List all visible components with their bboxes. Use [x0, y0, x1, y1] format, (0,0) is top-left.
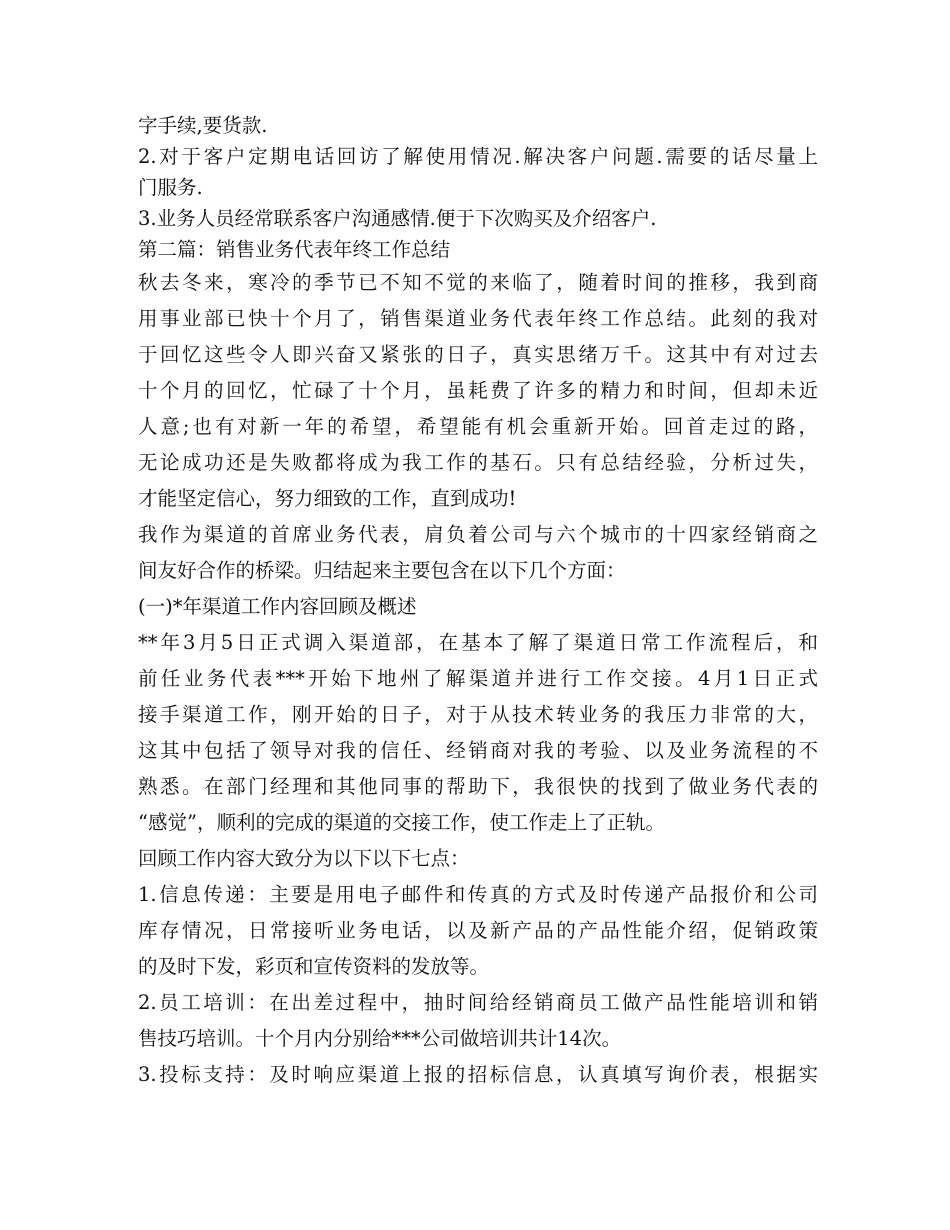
text-block	[138, 110, 818, 265]
text-line: 才能坚定信心，努力细致的工作，直到成功!	[138, 487, 517, 510]
text-line: 十个月的回忆，忙碌了十个月，虽耗费了许多的精力和时间，但却未近	[138, 379, 818, 402]
text-line: 第二篇：销售业务代表年终工作总结	[138, 238, 451, 261]
text-line: 人意;也有对新一年的希望，希望能有机会重新开始。回首走过的路，	[138, 415, 818, 438]
text-line: 秋去冬来，寒冷的季节已不知不觉的来临了，随着时间的推移，我到商	[138, 271, 818, 294]
text-line: 熟悉。在部门经理和其他同事的帮助下，我很快的找到了做业务代表的	[138, 775, 818, 798]
text-line: 3.投标支持：及时响应渠道上报的招标信息，认真填写询价表，根据实	[138, 1063, 818, 1086]
text-line: (一)*年渠道工作内容回顾及概述	[138, 595, 417, 618]
document-page	[138, 110, 818, 1093]
text-line: 间友好合作的桥梁。归结起来主要包含在以下几个方面：	[138, 559, 626, 582]
text-line: 用事业部已快十个月了，销售渠道业务代表年终工作总结。此刻的我对	[138, 307, 818, 330]
text-line: 售技巧培训。十个月内分别给***公司做培训共计14次。	[138, 1027, 622, 1050]
text-line: 2.员工培训：在出差过程中，抽时间给经销商员工做产品性能培训和销	[138, 991, 818, 1014]
text-line: 1.信息传递：主要是用电子邮件和传真的方式及时传递产品报价和公司	[138, 883, 818, 906]
text-line: “感觉”，顺利的完成的渠道的交接工作，使工作走上了正轨。	[138, 811, 665, 834]
text-line: 接手渠道工作，刚开始的日子，对于从技术转业务的我压力非常的大，	[138, 703, 818, 726]
text-line: 的及时下发，彩页和宣传资料的发放等。	[138, 955, 490, 978]
text-line: 回顾工作内容大致分为以下以下七点：	[138, 847, 470, 870]
document-body	[138, 110, 818, 1093]
text-line: 于回忆这些令人即兴奋又紧张的日子，真实思绪万千。这其中有对过去	[138, 343, 818, 366]
text-line: 无论成功还是失败都将成为我工作的基石。只有总结经验，分析过失，	[138, 451, 818, 474]
text-line: 前任业务代表***开始下地州了解渠道并进行工作交接。4月1日正式	[138, 667, 818, 690]
text-line: 3.业务人员经常联系客户沟通感情.便于下次购买及介绍客户.	[138, 207, 657, 230]
text-line: 库存情况，日常接听业务电话，以及新产品的产品性能介绍，促销政策	[138, 919, 818, 942]
text-line: **年3月5日正式调入渠道部，在基本了解了渠道日常工作流程后，和	[138, 631, 818, 654]
text-line: 门服务.	[138, 176, 203, 199]
text-line: 这其中包括了领导对我的信任、经销商对我的考验、以及业务流程的不	[138, 739, 818, 762]
text-line: 2.对于客户定期电话回访了解使用情况.解决客户问题.需要的话尽量上	[138, 145, 818, 168]
text-line: 我作为渠道的首席业务代表，肩负着公司与六个城市的十四家经销商之	[138, 523, 818, 546]
text-line: 字手续,要货款.	[138, 114, 268, 137]
text-block	[138, 265, 818, 1093]
